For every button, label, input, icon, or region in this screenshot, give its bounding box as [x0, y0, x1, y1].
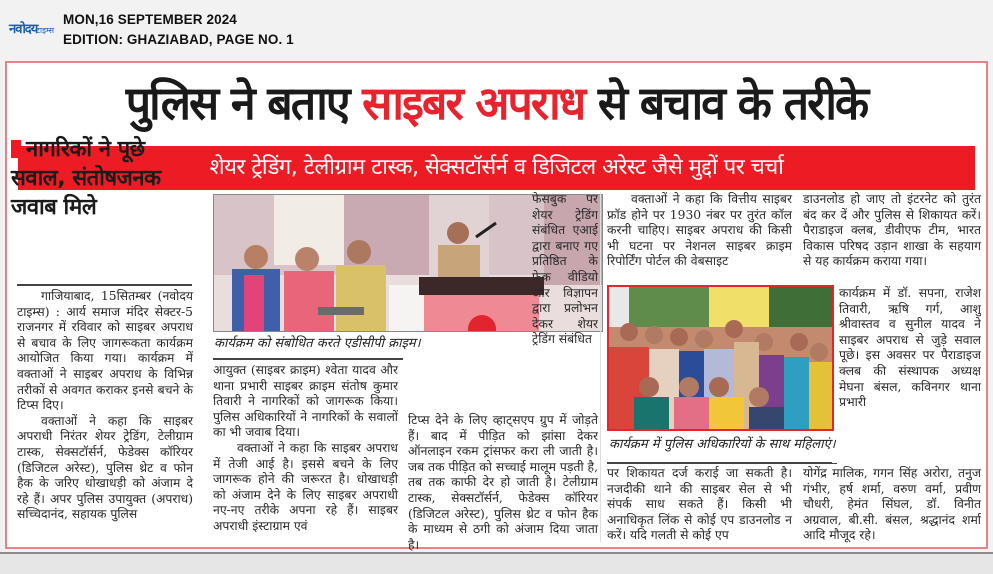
logo-subtext: टाइम्स [36, 26, 55, 35]
column-divider [600, 192, 601, 542]
subheadline-banner: शेयर ट्रेडिंग, टेलीग्राम टास्क, सेक्सटॉर्सर्न व डिजिटल अरेस्ट जैसे मुद्दों पर चर्चा [18, 146, 975, 190]
page-header [0, 0, 993, 52]
publication-date: MON,16 SEPTEMBER 2024 [63, 12, 237, 27]
photo1-caption: कार्यक्रम को संबोधित करते एडीसीपी क्राइम। [214, 336, 421, 351]
divider [803, 463, 837, 464]
side-heading [11, 135, 196, 222]
photo-women-with-police[interactable] [607, 285, 834, 431]
article-column-4-bottom: पर शिकायत दर्ज कराई जा सकती है। नजदीकी थाने की साइबर सेल से भी संपर्क साध सकते हैं। किसी भी अनाधिकृत लिंक से कोई एप डाउनलोड न करें। यदि गलती से कोई एप [607, 466, 792, 543]
article-column-3-top: फेसबुक पर शेयर ट्रेडिंग संबंधित एआई द्वारा बनाए गए प्रतिष्ठित के फेक वीडियो और विज्ञापन द्वारा प्रलोभन देकर शेयर ट्रेडिंग संबंधित [532, 192, 598, 347]
next-page-edge [0, 552, 993, 574]
divider [17, 284, 192, 286]
paragraph: वक्ताओं ने कहा कि साइबर अपराध में तेजी आई है। इससे बचने के लिए जागरूक होने की जरूरत है। धोखाधड़ी को अंजाम देने के लिए साइबर अपराधी नए-नए तरीके अपना रहे हैं। साइबर अपराधी इंस्टाग्राम एवं [213, 440, 398, 533]
article-column-2 [213, 363, 398, 535]
photo2-caption: कार्यक्रम में पुलिस अधिकारियों के साथ महिलाएं। [609, 437, 836, 452]
divider [213, 358, 403, 360]
article-column-4-top [607, 192, 792, 270]
headline-highlight: साइबर अपराध [362, 76, 585, 130]
bullet-square-icon [11, 140, 21, 158]
logo-text: नवोदय [9, 22, 38, 37]
edition-meta [63, 10, 294, 50]
article-column-5-top: डाउनलोड हो जाए तो इंटरनेट को तुरंत बंद कर दें और पुलिस से शिकायत करें। पैराडाइज क्लब, डीवीएफ टीम, भारत विकास परिषद उड़ान शाखा के सहयाग से यह कार्यक्रम कराया गया। [803, 192, 981, 269]
article-column-5-narrow: कार्यक्रम में डॉ. सपना, राजेश तिवारी, ऋषि गर्ग, आशु श्रीवास्तव व सुनील यादव ने साइबर अपराध से जुड़े सवाल पूछे। इस अवसर पर पैराडाइज क्लब की संस्थापक अध्यक्ष मेघना बंसल, कविनगर थाना प्रभारी [839, 286, 981, 410]
paragraph: वक्ताओं ने कहा कि साइबर अपराधी निरंतर शेयर ट्रेडिंग, टेलीग्राम टास्क, सेक्सटॉर्सर्न, फेडेक्स कॉरियर (डिजिटल अरेस्ट), पुलिस थ्रेट व फोन हैक के जरिए धोखाधड़ी को अंजाम दे रहे हैं। अपर पुलिस उपायुक्त (अपराध) सच्चिदानंद, सहायक पुलिस [17, 413, 193, 522]
group-photo-image [609, 287, 832, 429]
article-column-3: टिप्स देने के लिए व्हाट्सएप ग्रुप में जोड़ते हैं। बाद में पीड़ित को झांसा देकर ऑनलाइन रकम ट्रांसफर करा ली जाती है। जब तक पीड़ित को सच्चाई मालूम पड़ती है, तब तक काफी देर हो जाती है। टेलीग्राम टास्क, सेक्सटॉर्सर्न, फेडेक्स कॉरियर (डिजिटल अरेस्ट), पुलिस थ्रेट व फोन हैक के माध्यम से ठगी को अंजाम दिया जाता है। [408, 413, 598, 552]
edition-info: EDITION: GHAZIABAD, PAGE NO. 1 [63, 32, 294, 47]
paragraph: गाजियाबाद, 15सितम्बर (नवोदय टाइम्स) : आर्य समाज मंदिर सेक्टर-5 राजनगर में रविवार को साइबर अपराध से बचाव के लिए जागरूकता कार्यक्रम आयोजित किया गया। कार्यक्रम में वक्ताओं ने साइबर अपराध के विभिन्न तरीकों से अवगत कराकर इनसे बचने के टिप्स दिए। [17, 289, 193, 413]
headline-part1: पुलिस ने बताए [125, 76, 363, 130]
headline [22, 69, 972, 137]
article-column-1 [17, 289, 193, 523]
side-heading-text: नागरिकों ने पूछे सवाल, संतोषजनक जवाब मिले [11, 137, 161, 220]
newspaper-logo[interactable] [9, 20, 53, 40]
headline-part2: से बचाव के तरीके [584, 76, 868, 130]
paragraph: वक्ताओं ने कहा कि वित्तीय साइबर फ्रॉड होने पर 1930 नंबर पर तुरंत कॉल करनी चाहिए। साइबर अपराध की किसी भी घटना पर नेशनल साइबर क्राइम रिपोर्टिंग पोर्टल की वेबसाइट [607, 192, 792, 269]
article-column-5-bottom: योगेंद्र मालिक, गगन सिंह अरोरा, तनुज गंभीर, हर्ष शर्मा, वरुण वर्मा, प्रवीण चौधरी, हेमंत सिंघल, डॉ. विनीत अग्रवाल, बी.सी. बंसल, श्रद्धानंद शर्मा आदि मौजूद रहे। [803, 466, 981, 543]
divider [607, 462, 832, 464]
paragraph: आयुक्त (साइबर क्राइम) श्वेता यादव और थाना प्रभारी साइबर क्राइम संतोष कुमार तिवारी ने नागरिकों को जागरूक किया।पुलिस अधिकारियों ने नागरिकों के सवालों का भी जवाब दिया। [213, 363, 398, 440]
